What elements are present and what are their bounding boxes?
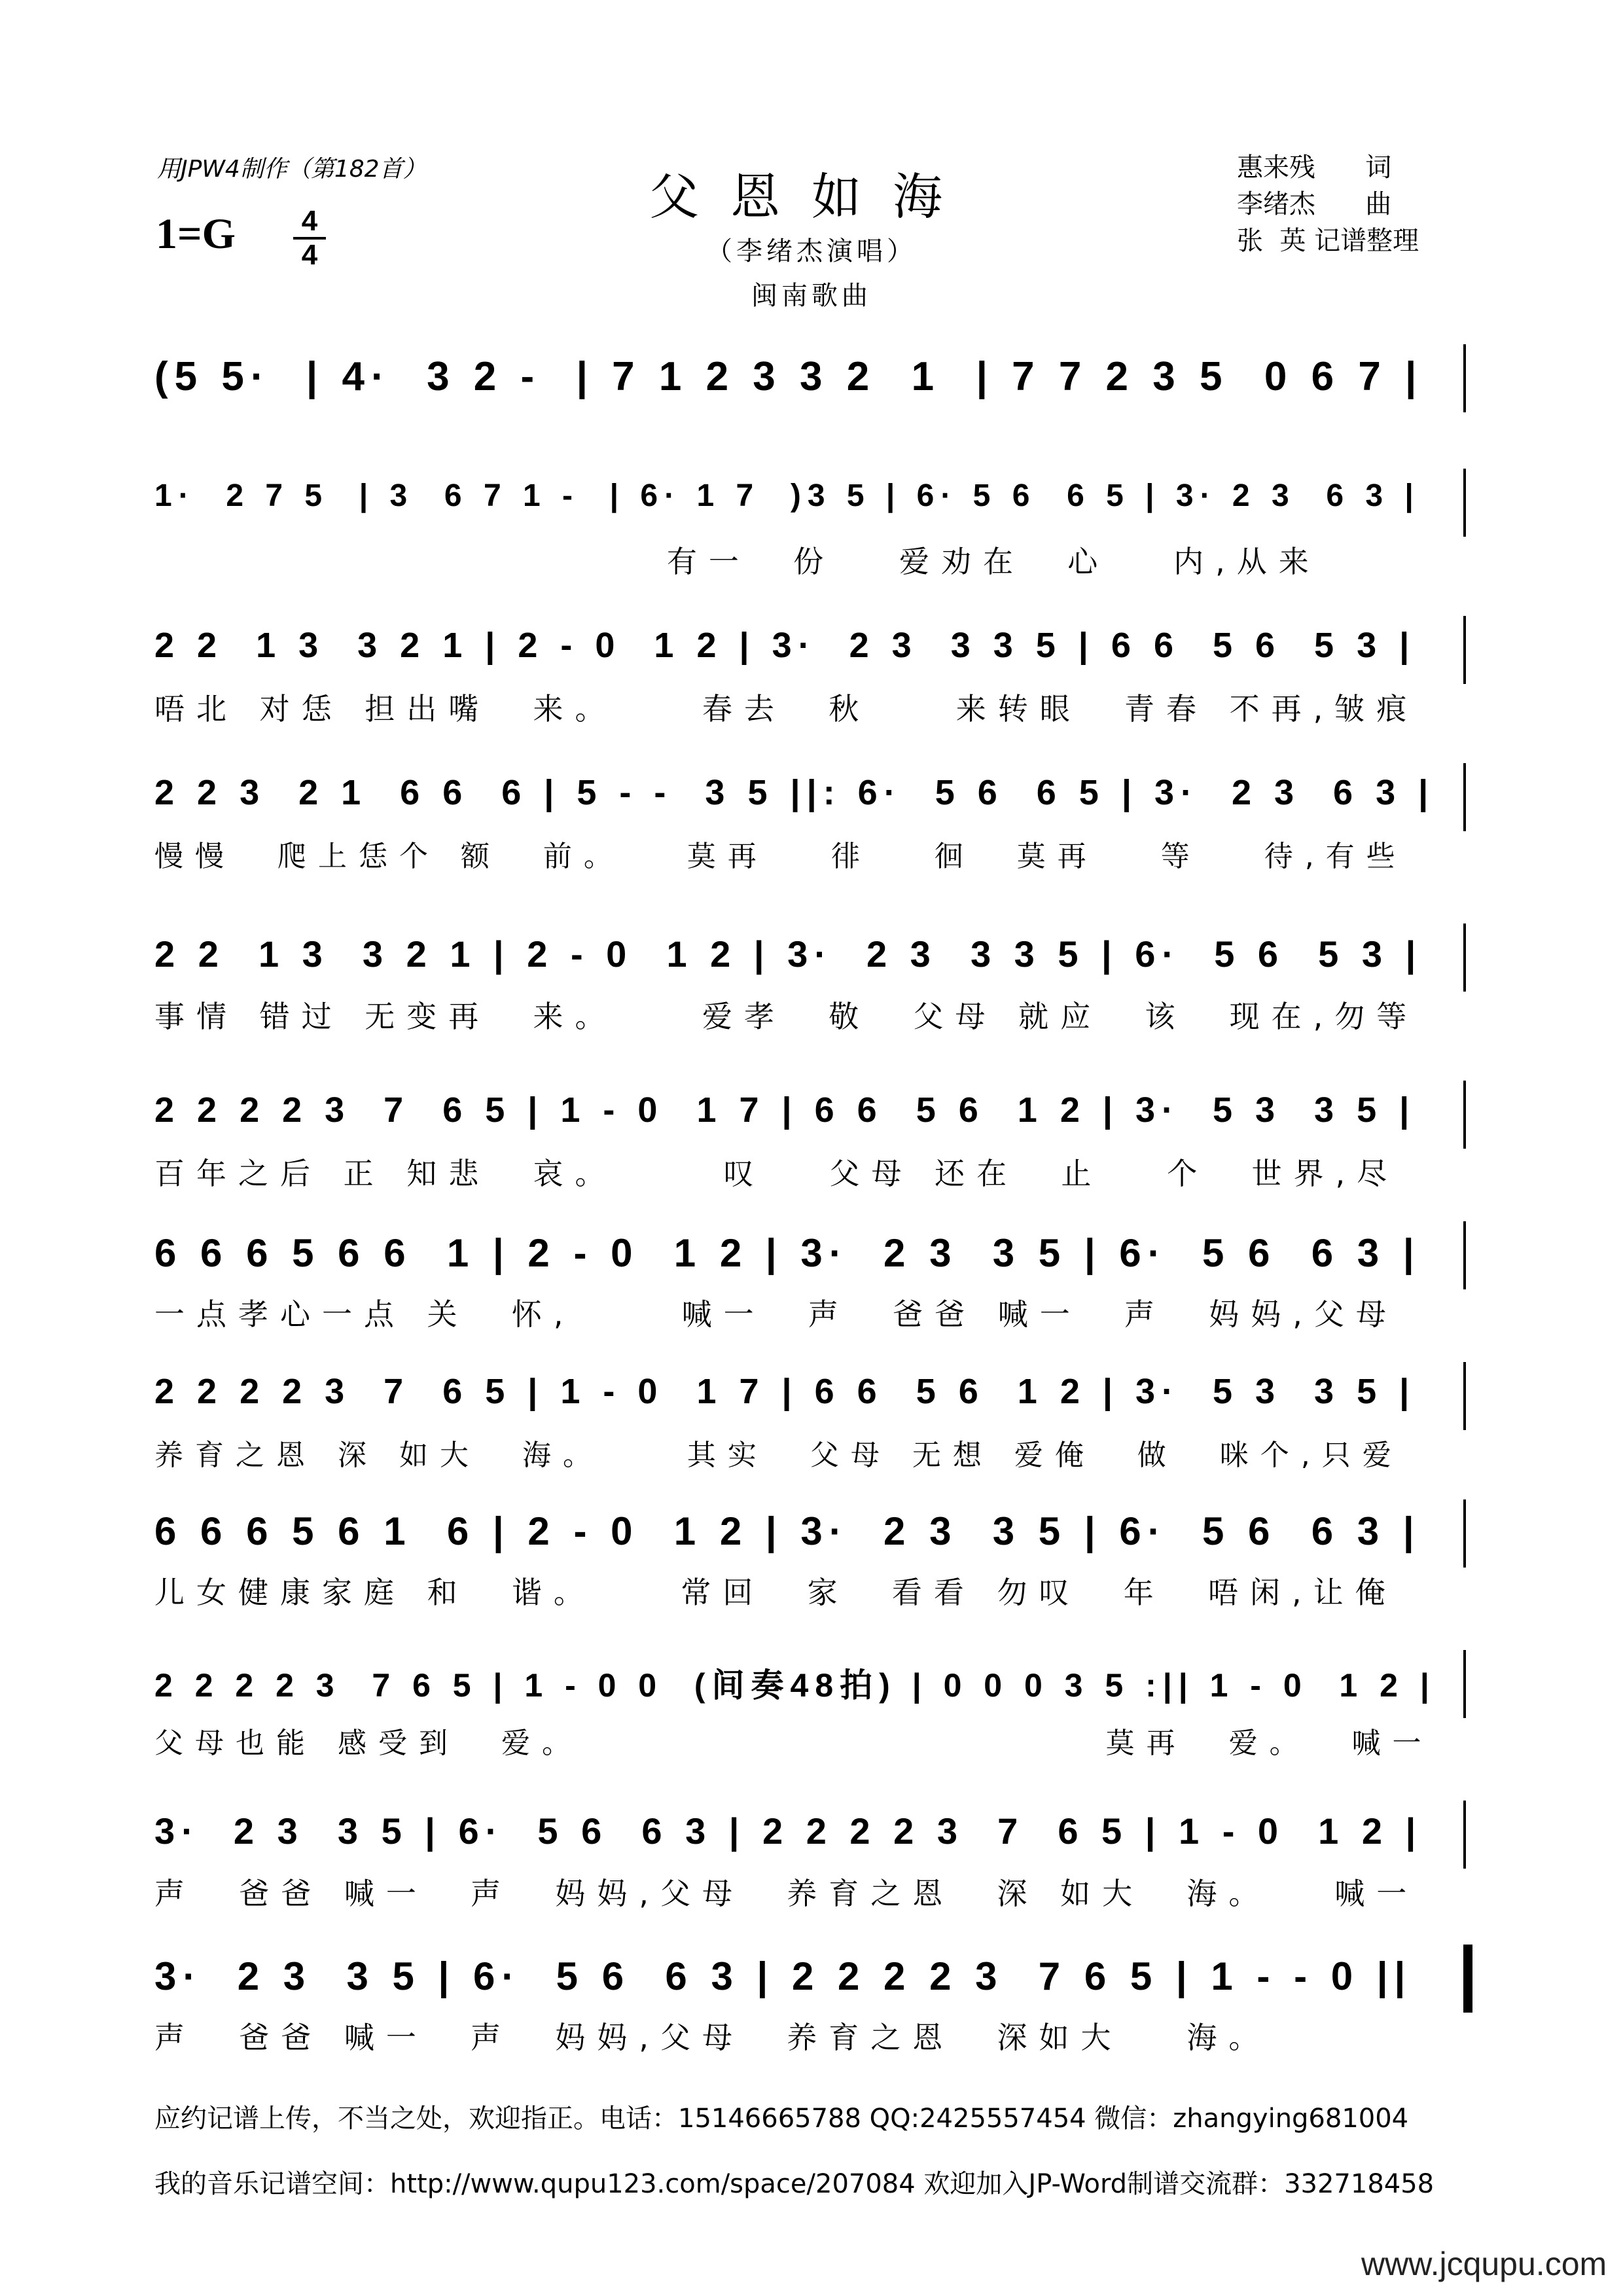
notation-line: 2 2 2 2 3 7 6 5 | 1 - 0 1 7 | 6 6 5 6 1 2 | 3· 5 3 3 5 | [154, 1372, 1416, 1411]
lyric-line: 有一 份 爱劝在 心 内,从来 [154, 544, 1321, 579]
lyric-line: 慢慢 爬上恁个 额 前。 莫再 徘 徊 莫再 等 待,有些 [154, 840, 1407, 873]
arranger-credit: 张 英 记谱整理 [1237, 226, 1419, 256]
notation-line: 2 2 2 2 3 7 6 5 | 1 - 0 1 7 | 6 6 5 6 1 2 | 3· 5 3 3 5 | [154, 1090, 1416, 1130]
time-bottom: 4 [301, 239, 318, 271]
notation-line: 1· 2 7 5 | 3 6 7 1 - | 6· 1 7 )3 5 | 6· 5 6 6 5 | 3· 2 3 6 3 | [154, 478, 1420, 513]
lyric-line: 事情 错过 无变再 来。 爱孝 敬 父母 就应 该 现在,勿等 [154, 999, 1419, 1034]
song-subtitle: （李绪杰演唱） [706, 236, 917, 266]
notation-line: 6 6 6 5 6 6 1 | 2 - 0 1 2 | 3· 2 3 3 5 | 6· 5 6 6 3 | [154, 1231, 1421, 1275]
time-top: 4 [301, 205, 318, 237]
end-barline [1463, 1499, 1466, 1568]
end-barline [1463, 1650, 1466, 1718]
lyric-line: 一点孝心一点 关 怀, 喊一 声 爸爸 喊一 声 妈妈,父母 [154, 1297, 1398, 1332]
composer-credit: 李绪杰 曲 [1237, 189, 1392, 219]
end-barline [1463, 1801, 1466, 1869]
notation-line: 2 2 1 3 3 2 1 | 2 - 0 1 2 | 3· 2 3 3 3 5 | 6 6 5 6 5 3 | [154, 626, 1416, 665]
lyric-line: 百年之后 正 知悲 哀。 叹 父母 还在 止 个 世界,尽 [154, 1156, 1399, 1191]
footer-contact: 应约记谱上传，不当之处，欢迎指正。电话：15146665788 QQ:2425557454 微信：zhangying681004 [154, 2104, 1409, 2134]
end-barline [1463, 1362, 1466, 1430]
footer-space: 我的音乐记谱空间：http://www.qupu123.com/space/207084 欢迎加入JP-Word制谱交流群：332718458 [154, 2169, 1435, 2199]
notation-line: 6 6 6 5 6 1 6 | 2 - 0 1 2 | 3· 2 3 3 5 | 6· 5 6 6 3 | [154, 1509, 1421, 1553]
song-title: 父恩如海 [649, 168, 974, 226]
lyric-line: 声 爸爸 喊一 声 妈妈,父母 养育之恩 深如大 海。 [154, 2020, 1271, 2055]
end-barline [1463, 924, 1466, 992]
notation-line: 2 2 3 2 1 6 6 6 | 5 - - 3 5 ||: 6· 5 6 6 5 | 3· 2 3 6 3 | [154, 773, 1435, 812]
notation-line: 2 2 1 3 3 2 1 | 2 - 0 1 2 | 3· 2 3 3 3 5 | 6· 5 6 5 3 | [154, 933, 1423, 975]
lyricist-credit: 惠来残 词 [1237, 152, 1392, 183]
software-credit: 用JPW4制作（第182首） [157, 156, 427, 183]
end-barline [1463, 616, 1466, 684]
end-barline [1463, 763, 1466, 831]
lyric-line: 儿女健康家庭 和 谐。 常回 家 看看 勿叹 年 唔闲,让俺 [154, 1575, 1397, 1610]
end-barline [1463, 469, 1466, 537]
end-barline [1463, 344, 1466, 412]
notation-line: 2 2 2 2 3 7 6 5 | 1 - 0 0 (间奏48拍) | 0 0 0 3 5 :|| 1 - 0 1 2 | [154, 1667, 1436, 1704]
final-barline [1463, 1945, 1472, 2013]
lyric-line: 养育之恩 深 如大 海。 其实 父母 无想 爱俺 做 咪个,只爱 [154, 1439, 1403, 1472]
notation-line: (5 5· | 4· 3 2 - | 7 1 2 3 3 2 1 | 7 7 2 3 5 0 6 7 | [154, 354, 1423, 399]
time-signature [293, 207, 326, 270]
watermark: www.jcqupu.com [1361, 2246, 1607, 2282]
lyric-line: 声 爸爸 喊一 声 妈妈,父母 养育之恩 深 如大 海。 喊一 [154, 1876, 1419, 1911]
credits-block [1237, 149, 1419, 259]
end-barline [1463, 1081, 1466, 1149]
song-genre: 闽南歌曲 [751, 281, 872, 311]
key-signature: 1=G [156, 210, 236, 258]
notation-line: 3· 2 3 3 5 | 6· 5 6 6 3 | 2 2 2 2 3 7 6 5 | 1 - 0 1 2 | [154, 1810, 1423, 1852]
lyric-line: 父母也能 感受到 爱。 莫再 爱。 喊一 [154, 1727, 1433, 1760]
notation-line: 3· 2 3 3 5 | 6· 5 6 6 3 | 2 2 2 2 3 7 6 5 | 1 - - 0 || [154, 1954, 1412, 1998]
end-barline [1463, 1221, 1466, 1289]
lyric-line: 唔北 对恁 担出嘴 来。 春去 秋 来转眼 青春 不再,皱痕 [154, 691, 1419, 726]
